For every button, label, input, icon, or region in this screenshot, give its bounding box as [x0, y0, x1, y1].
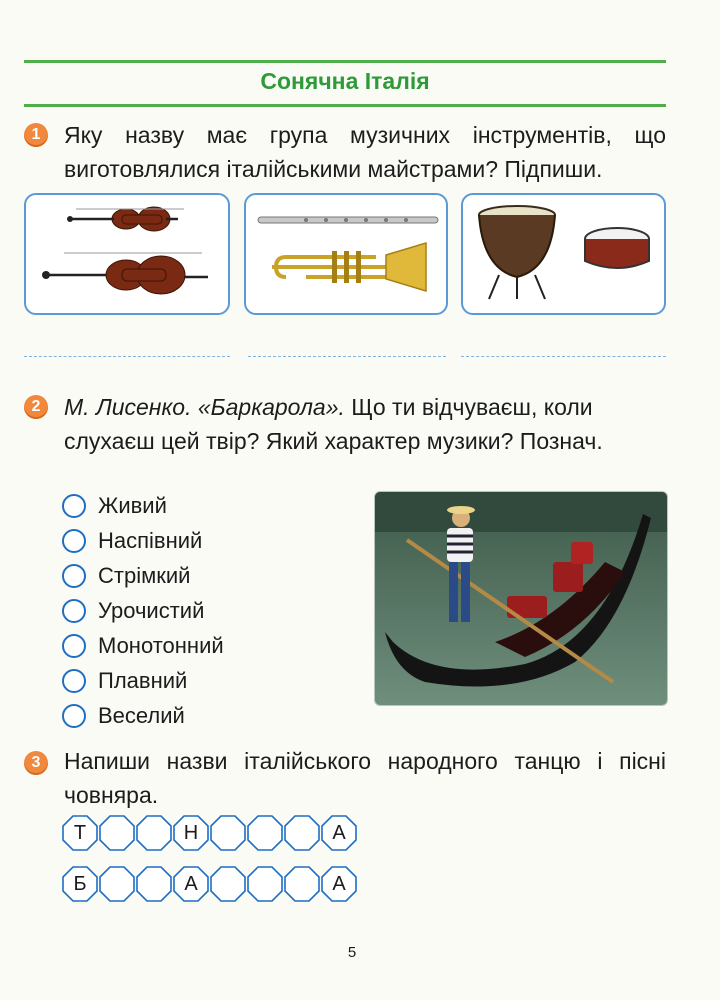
flute-trumpet-icon [246, 195, 448, 315]
letter-cell[interactable] [247, 815, 283, 851]
letter-cell[interactable]: Н [173, 815, 209, 851]
option-label: Живий [98, 492, 167, 518]
page-title: Сонячна Італія [260, 68, 430, 94]
option-checkbox[interactable] [62, 564, 86, 588]
option-item[interactable] [62, 628, 224, 663]
letter-cell[interactable] [247, 866, 283, 902]
letter-cell[interactable]: А [321, 815, 357, 851]
option-checkbox[interactable] [62, 669, 86, 693]
option-checkbox[interactable] [62, 494, 86, 518]
letter-cell[interactable] [210, 866, 246, 902]
letter-cell[interactable]: А [173, 866, 209, 902]
word-row-dance [62, 815, 358, 851]
question-3-number: 3 [24, 751, 48, 775]
option-label: Плавний [98, 667, 188, 693]
option-item[interactable] [62, 698, 224, 733]
panel-strings [24, 193, 230, 315]
answer-line-2[interactable] [248, 356, 446, 357]
option-item[interactable] [62, 663, 224, 698]
letter-cell[interactable] [136, 866, 172, 902]
question-2-prompt: Що ти відчуваєш, коли слухаєш цей твір? Який характер музики? Познач. [64, 394, 603, 454]
option-checkbox[interactable] [62, 599, 86, 623]
answer-line-1[interactable] [24, 356, 230, 357]
gondola-photo [374, 491, 668, 706]
letter-cell[interactable] [136, 815, 172, 851]
option-label: Урочистий [98, 597, 205, 623]
question-1-text: Яку назву має група музичних інструментів, що виготовлялися італійськими майстрами? Підпиши. [64, 122, 666, 182]
option-label: Наспівний [98, 527, 203, 553]
panel-winds [244, 193, 448, 315]
option-item[interactable] [62, 488, 224, 523]
top-rule [24, 60, 666, 63]
option-label: Веселий [98, 702, 185, 728]
option-item[interactable] [62, 593, 224, 628]
timpani-drum-icon [463, 195, 666, 315]
letter-cell[interactable]: А [321, 866, 357, 902]
question-1-number: 1 [24, 123, 48, 147]
answer-line-3[interactable] [461, 356, 666, 357]
violin-cello-icon [26, 195, 230, 315]
option-checkbox[interactable] [62, 704, 86, 728]
letter-cell[interactable]: Т [62, 815, 98, 851]
character-options [62, 488, 224, 733]
question-2-text [64, 390, 668, 458]
question-2-number: 2 [24, 395, 48, 419]
title-rule [24, 104, 666, 107]
option-label: Стрімкий [98, 562, 191, 588]
letter-cell[interactable] [99, 815, 135, 851]
word-row-song [62, 866, 358, 902]
question-3-text: Напиши назви італійського народного танцю і пісні човняра. [64, 748, 666, 808]
option-checkbox[interactable] [62, 634, 86, 658]
letter-cell[interactable]: Б [62, 866, 98, 902]
letter-cell[interactable] [284, 866, 320, 902]
option-item[interactable] [62, 523, 224, 558]
page-number: 5 [347, 944, 357, 961]
panel-percussion [461, 193, 666, 315]
letter-cell[interactable] [284, 815, 320, 851]
option-label: Монотонний [98, 632, 224, 658]
letter-cell[interactable] [99, 866, 135, 902]
option-checkbox[interactable] [62, 529, 86, 553]
option-item[interactable] [62, 558, 224, 593]
letter-cell[interactable] [210, 815, 246, 851]
question-2-source: М. Лисенко. «Баркарола». [64, 394, 345, 420]
